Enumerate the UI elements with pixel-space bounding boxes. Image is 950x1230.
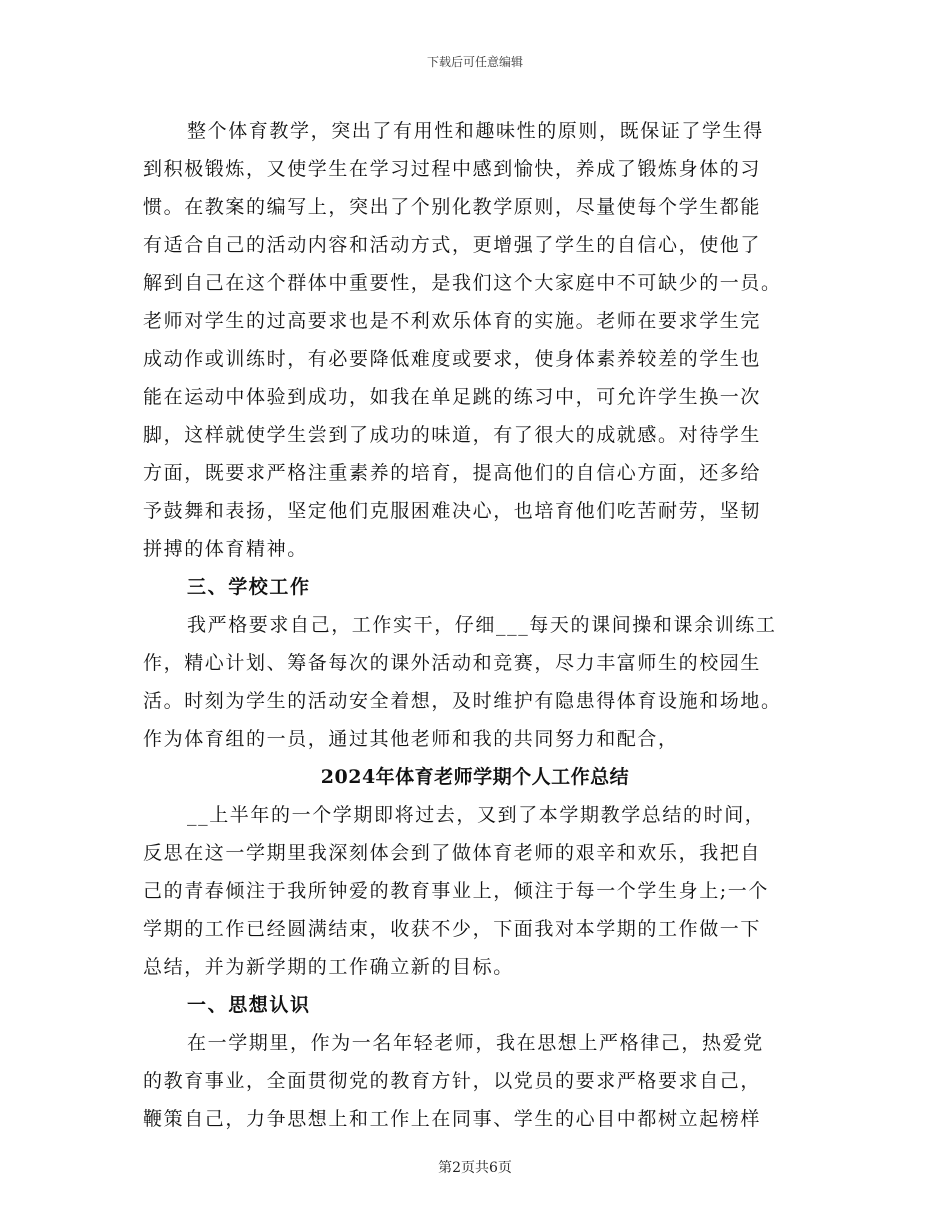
text-line: 我严格要求自己，工作实干，仔细___每天的课间操和课余训练工 [187, 614, 777, 636]
text-line: 有适合自己的活动内容和活动方式，更增强了学生的自信心，使他了 [143, 234, 762, 256]
document-title: 2024年体育老师学期个人工作总结 [320, 766, 630, 788]
text-line: 活。时刻为学生的活动安全着想，及时维护有隐患得体育设施和场地。 [143, 690, 782, 712]
page-header: 下载后可任意编辑 [426, 55, 523, 69]
text-line: 作，精心计划、筹备每次的课外活动和竞赛，尽力丰富师生的校园生 [143, 652, 762, 674]
text-line: 方面，既要求严格注重素养的培育，提高他们的自信心方面，还多给 [143, 462, 762, 484]
text-line: 作为体育组的一员，通过其他老师和我的共同努力和配合， [143, 728, 679, 750]
text-line: 脚，这样就使学生尝到了成功的味道，有了很大的成就感。对待学生 [143, 424, 762, 446]
text-line: 老师对学生的过高要求也是不利欢乐体育的实施。老师在要求学生完 [143, 310, 762, 332]
document-body [143, 112, 807, 1138]
text-line: 的教育事业，全面贯彻党的教育方针，以党员的要求严格要求自己， [143, 1070, 762, 1092]
page-number: 第2页共6页 [438, 1160, 512, 1176]
text-line: 整个体育教学，突出了有用性和趣味性的原则，既保证了学生得 [187, 120, 764, 142]
text-line: 予鼓舞和表扬，坚定他们克服困难决心，也培育他们吃苦耐劳，坚韧 [143, 500, 762, 522]
text-line: 总结，并为新学期的工作确立新的目标。 [143, 956, 514, 978]
text-line: 在一学期里，作为一名年轻老师，我在思想上严格律己，热爱党 [187, 1032, 764, 1054]
text-line: __上半年的一个学期即将过去，又到了本学期教学总结的时间， [187, 804, 766, 826]
text-line: 成动作或训练时，有必要降低难度或要求，使身体素养较差的学生也 [143, 348, 762, 370]
text-line: 到积极锻炼，又使学生在学习过程中感到愉快，养成了锻炼身体的习 [143, 158, 762, 180]
section-heading: 三、学校工作 [187, 576, 311, 598]
text-line: 解到自己在这个群体中重要性，是我们这个大家庭中不可缺少的一员。 [143, 272, 782, 294]
text-line: 反思在这一学期里我深刻体会到了做体育老师的艰辛和欢乐，我把自 [143, 842, 762, 864]
text-line: 鞭策自己，力争思想上和工作上在同事、学生的心目中都树立起榜样 [143, 1108, 762, 1130]
text-line: 学期的工作已经圆满结束，收获不少，下面我对本学期的工作做一下 [143, 918, 762, 940]
section-heading: 一、思想认识 [187, 994, 311, 1016]
text-line: 能在运动中体验到成功，如我在单足跳的练习中，可允许学生换一次 [143, 386, 762, 408]
text-line: 己的青春倾注于我所钟爱的教育事业上，倾注于每一个学生身上;一个 [143, 880, 770, 902]
text-line: 惯。在教案的编写上，突出了个别化教学原则，尽量使每个学生都能 [143, 196, 762, 218]
text-line: 拼搏的体育精神。 [143, 538, 308, 560]
